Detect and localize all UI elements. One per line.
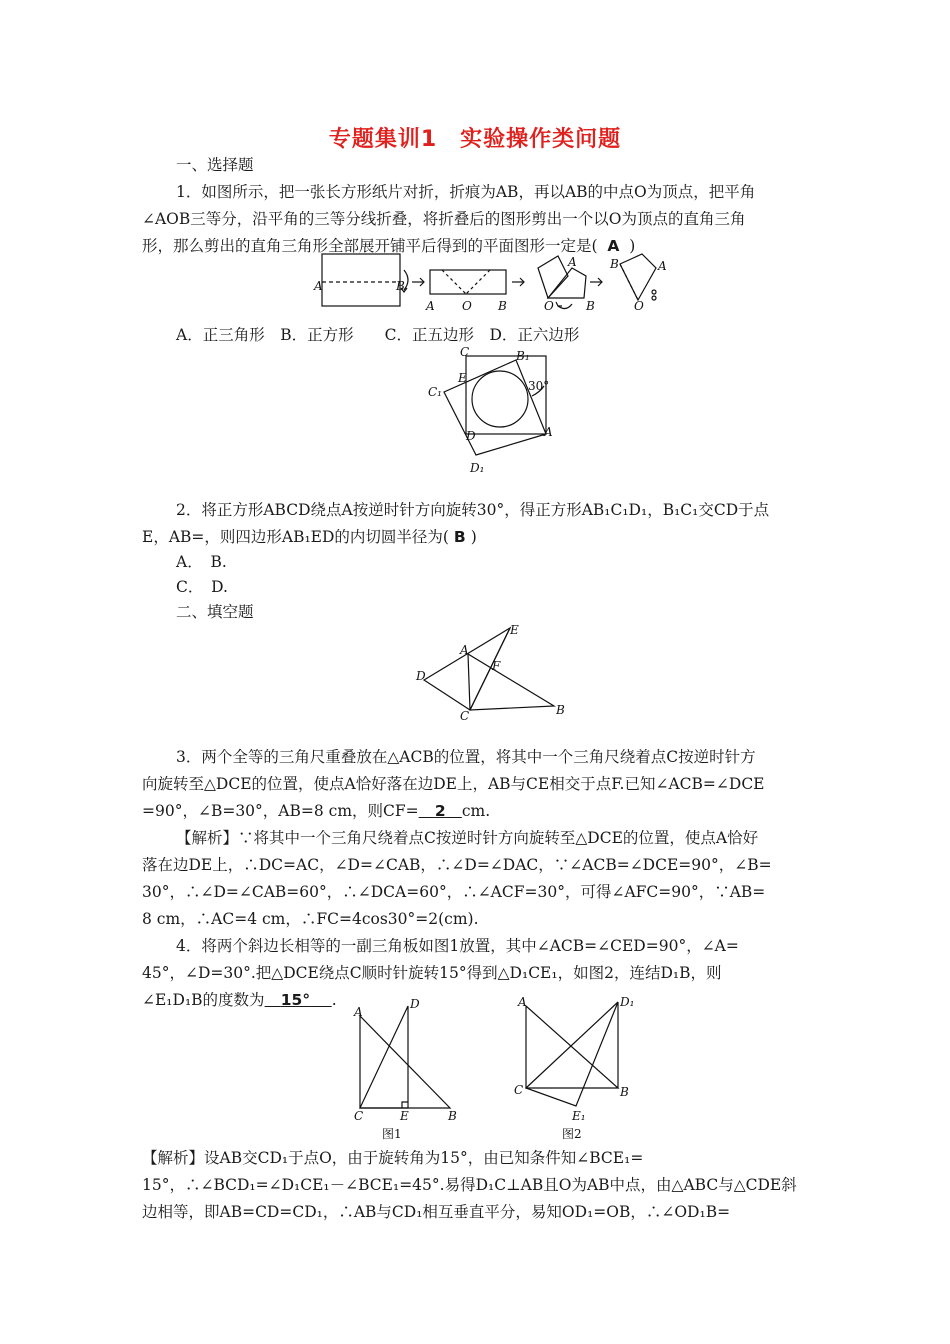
section-choice: 一、选择题 xyxy=(176,156,254,174)
sq-label-d: D xyxy=(466,429,476,443)
tri-label-c: C xyxy=(460,709,470,723)
q2-options-ab: A． B. xyxy=(176,553,227,571)
tri-label-a: A xyxy=(460,643,469,657)
q4-answer xyxy=(265,991,332,1009)
sq-label-a: A xyxy=(544,425,553,439)
q1-answer: A xyxy=(607,237,620,255)
q3-line3-unit: cm. xyxy=(461,802,491,820)
q2-line2 xyxy=(142,524,812,551)
q3-line3 xyxy=(142,798,812,825)
fold-label-b3: B xyxy=(586,299,595,313)
fold-label-a3: A xyxy=(568,255,577,269)
sq-label-d1: D₁ xyxy=(470,461,485,475)
sq-label-c1: C₁ xyxy=(428,385,442,399)
q4-line1: 4．将两个斜边长相等的一副三角板如图1放置，其中∠ACB=∠CED=90°，∠A= xyxy=(176,937,739,955)
fig2-label-a: A xyxy=(518,995,527,1009)
fold-label-b: B xyxy=(396,279,405,293)
fig2-label-d1: D₁ xyxy=(620,995,635,1009)
q3-line1: 3．两个全等的三角尺重叠放在△ACB的位置，将其中一个三角尺绕着点C按逆时针方 xyxy=(176,748,756,766)
fig1-label-b: B xyxy=(448,1109,457,1123)
figure-2 xyxy=(510,992,640,1142)
figure-1 xyxy=(346,996,466,1142)
square-figure xyxy=(424,344,564,476)
fold-label-b4: B xyxy=(610,257,619,271)
fold-label-o2: O xyxy=(544,299,554,313)
q2-options-cd: C． D. xyxy=(176,578,228,596)
sq-label-c: C xyxy=(460,345,470,359)
q1-line3-text: 形，那么剪出的直角三角形全部展开铺平后得到的平面图形一定是( xyxy=(142,237,598,255)
q1-line2: ∠AOB三等分，沿平角的三等分线折叠，将折叠后的图形剪出一个以O为顶点的直角三角 xyxy=(142,210,746,228)
fold-label-o: O xyxy=(462,299,472,313)
fig1-label-a: A xyxy=(354,1005,363,1019)
fig1-label-e: E xyxy=(400,1109,409,1123)
fold-label-b2: B xyxy=(498,299,507,313)
q4-line3-end: . xyxy=(331,991,337,1009)
fold-figure xyxy=(300,248,680,314)
fig1-label-d: D xyxy=(410,997,420,1011)
q4-line3-text: ∠E₁D₁B的度数为 xyxy=(142,991,265,1009)
fold-label-a: A xyxy=(314,279,323,293)
section-fill: 二、填空题 xyxy=(176,603,254,621)
q3-answer xyxy=(419,802,462,820)
q1-line3-close: ) xyxy=(629,237,636,255)
fig2-caption: 图2 xyxy=(562,1127,582,1141)
q3-solution-2: 落在边DE上，∴DC=AC，∠D=∠CAB，∴∠D=∠DAC，∵∠ACB=∠DCE=90°，∠B= xyxy=(142,856,772,874)
triangle-figure xyxy=(412,620,582,724)
fold-label-o3: O xyxy=(634,299,644,313)
fig1-caption: 图1 xyxy=(382,1127,402,1141)
sq-label-e: E xyxy=(458,371,467,385)
q2-line1: 2．将正方形ABCD绕点A按逆时针方向旋转30°，得正方形AB₁C₁D₁，B₁C₁交CD于点 xyxy=(176,501,770,519)
q3-solution-1: 【解析】∵将其中一个三角尺绕着点C按逆时针方向旋转至△DCE的位置，使点A恰好 xyxy=(176,829,759,847)
fig1-label-c: C xyxy=(354,1109,364,1123)
fig2-label-c: C xyxy=(514,1083,524,1097)
tri-label-f: F xyxy=(492,659,501,673)
q2-line2-text: E，AB=，则四边形AB₁ED的内切圆半径为( xyxy=(142,528,449,546)
q2-answer: B xyxy=(453,528,466,546)
tri-label-e: E xyxy=(510,623,519,637)
sq-label-angle: 30° xyxy=(528,379,550,393)
q3-line3-text: =90°，∠B=30°，AB=8 cm，则CF= xyxy=(142,802,419,820)
page-title: 专题集训1 实验操作类问题 xyxy=(328,127,622,152)
q1-options: A．正三角形 B．正方形 C．正五边形 D．正六边形 xyxy=(176,326,580,344)
q4-solution-3: 边相等，即AB=CD=CD₁，∴AB与CD₁相互垂直平分，易知OD₁=OB，∴∠OD₁B= xyxy=(142,1203,731,1221)
q4-solution-1: 【解析】设AB交CD₁于点O，由于旋转角为15°，由已知条件知∠BCE₁= xyxy=(142,1149,644,1167)
q3-solution-4: 8 cm，∴AC=4 cm，∴FC=4cos30°=2(cm). xyxy=(142,910,479,928)
fold-label-a2: A xyxy=(426,299,435,313)
q2-line2-close: ) xyxy=(470,528,477,546)
fig2-label-b: B xyxy=(620,1085,629,1099)
q4-line3 xyxy=(142,987,812,1014)
q3-answer-value: 2 xyxy=(434,802,446,820)
fold-label-a4: A xyxy=(658,259,667,273)
q1-line1: 1．如图所示，把一张长方形纸片对折，折痕为AB，再以AB的中点O为顶点，把平角 xyxy=(176,183,756,201)
sq-label-b1: B₁ xyxy=(516,349,530,363)
q4-answer-value: 15° xyxy=(280,991,311,1009)
q3-solution-3: 30°，∴∠D=∠CAB=60°，∴∠DCA=60°，∴∠ACF=30°，可得∠AFC=90°，∵AB= xyxy=(142,883,766,901)
tri-label-b: B xyxy=(556,703,565,717)
fig2-label-e1: E₁ xyxy=(572,1109,586,1123)
q4-line2: 45°，∠D=30°.把△DCE绕点C顺时针旋转15°得到△D₁CE₁，如图2，连结D₁B，则 xyxy=(142,964,722,982)
tri-label-d: D xyxy=(416,669,426,683)
q4-solution-2: 15°，∴∠BCD₁=∠D₁CE₁－∠BCE₁=45°.易得D₁C⊥AB且O为AB中点，由△ABC与△CDE斜 xyxy=(142,1176,797,1194)
q3-line2: 向旋转至△DCE的位置，使点A恰好落在边DE上，AB与CE相交于点F.已知∠ACB=∠DCE xyxy=(142,775,765,793)
